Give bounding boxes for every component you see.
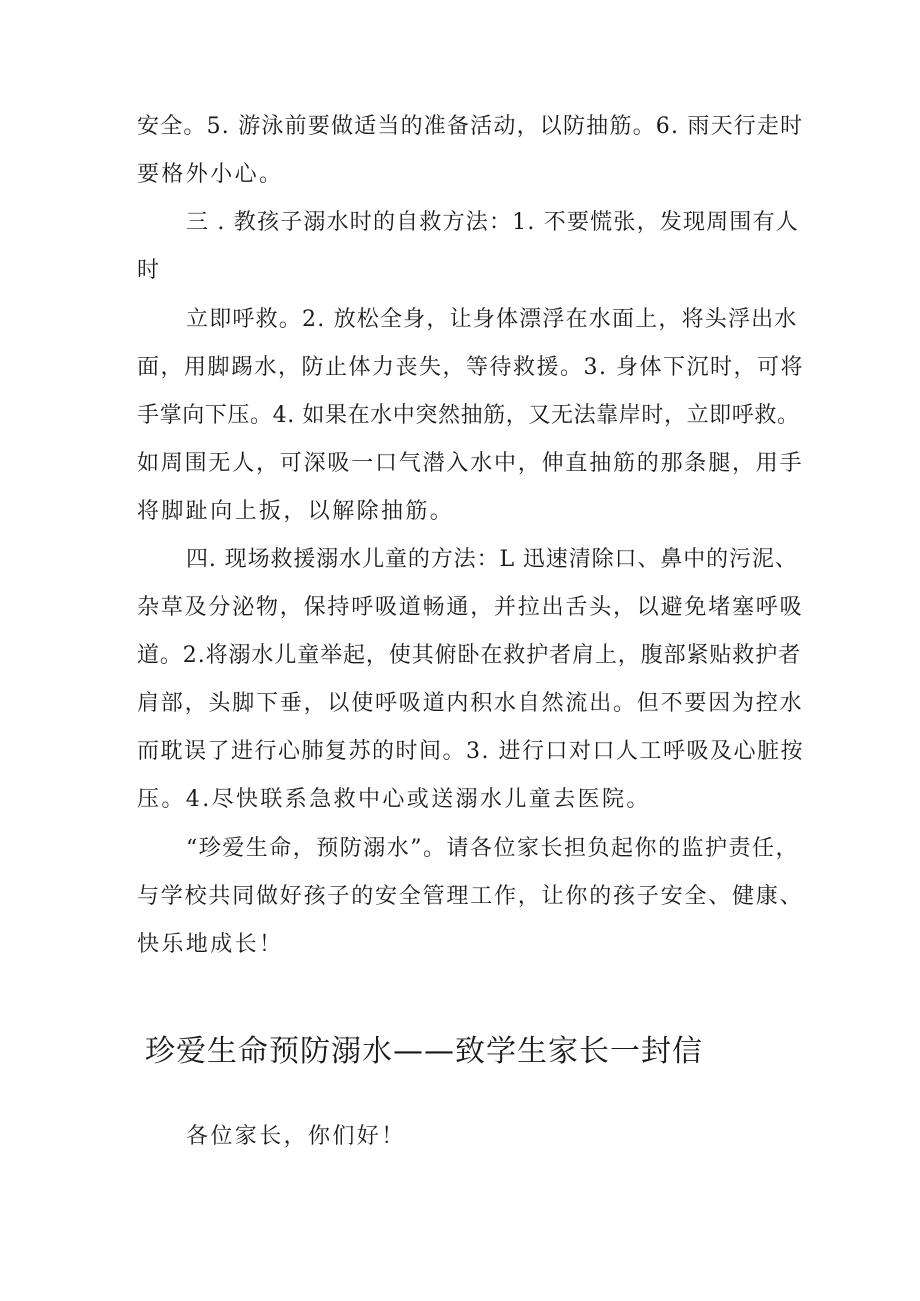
body-line: 要格外小心。 bbox=[137, 162, 284, 187]
body-line: 道。2.将溺水儿童举起，使其俯卧在救护者肩上，腹部紧贴救护者 bbox=[137, 643, 801, 668]
body-line: 与学校共同做好孩子的安全管理工作，让你的孩子安全、健康、 bbox=[137, 884, 804, 909]
body-line: 安全。5. 游泳前要做适当的准备活动，以防抽筋。6. 雨天行走时 bbox=[137, 114, 804, 139]
body-line: 手掌向下压。4. 如果在水中突然抽筋，又无法靠岸时，立即呼救。 bbox=[137, 403, 800, 428]
body-line: 压。4.尽快联系急救中心或送溺水儿童去医院。 bbox=[137, 787, 651, 812]
body-line: 将脚趾向上扳，以解除抽筋。 bbox=[137, 499, 455, 524]
body-line: 立即呼救。2. 放松全身，让身体漂浮在水面上，将头浮出水 bbox=[186, 307, 798, 332]
body-line: 如周围无人，可深吸一口气潜入水中，伸直抽筋的那条腿，用手 bbox=[137, 451, 804, 476]
greeting: 各位家长，你们好！ bbox=[186, 1124, 406, 1149]
body-line: “珍爱生命，预防溺水”。请各位家长担负起你的监护责任， bbox=[186, 836, 799, 861]
body-line: 面，用脚踢水，防止体力丧失，等待救援。3. 身体下沉时，可将 bbox=[137, 355, 804, 380]
body-line: 时 bbox=[137, 258, 162, 283]
body-line: 三 . 教孩子溺水时的自救方法：1. 不要慌张，发现周围有人 bbox=[186, 210, 799, 235]
body-line: 而耽误了进行心肺复苏的时间。3. 进行口对口人工呼吸及心脏按 bbox=[137, 739, 804, 764]
body-line: 四. 现场救援溺水儿童的方法：L 迅速清除口、鼻中的污泥、 bbox=[186, 547, 798, 572]
body-line: 肩部，头脚下垂，以使呼吸道内积水自然流出。但不要因为控水 bbox=[137, 691, 804, 716]
letter-title: 珍爱生命预防溺水——致学生家长一封信 bbox=[145, 1034, 703, 1069]
body-line: 快乐地成长！ bbox=[137, 932, 284, 957]
body-line: 杂草及分泌物，保持呼吸道畅通，并拉出舌头，以避免堵塞呼吸 bbox=[137, 595, 804, 620]
